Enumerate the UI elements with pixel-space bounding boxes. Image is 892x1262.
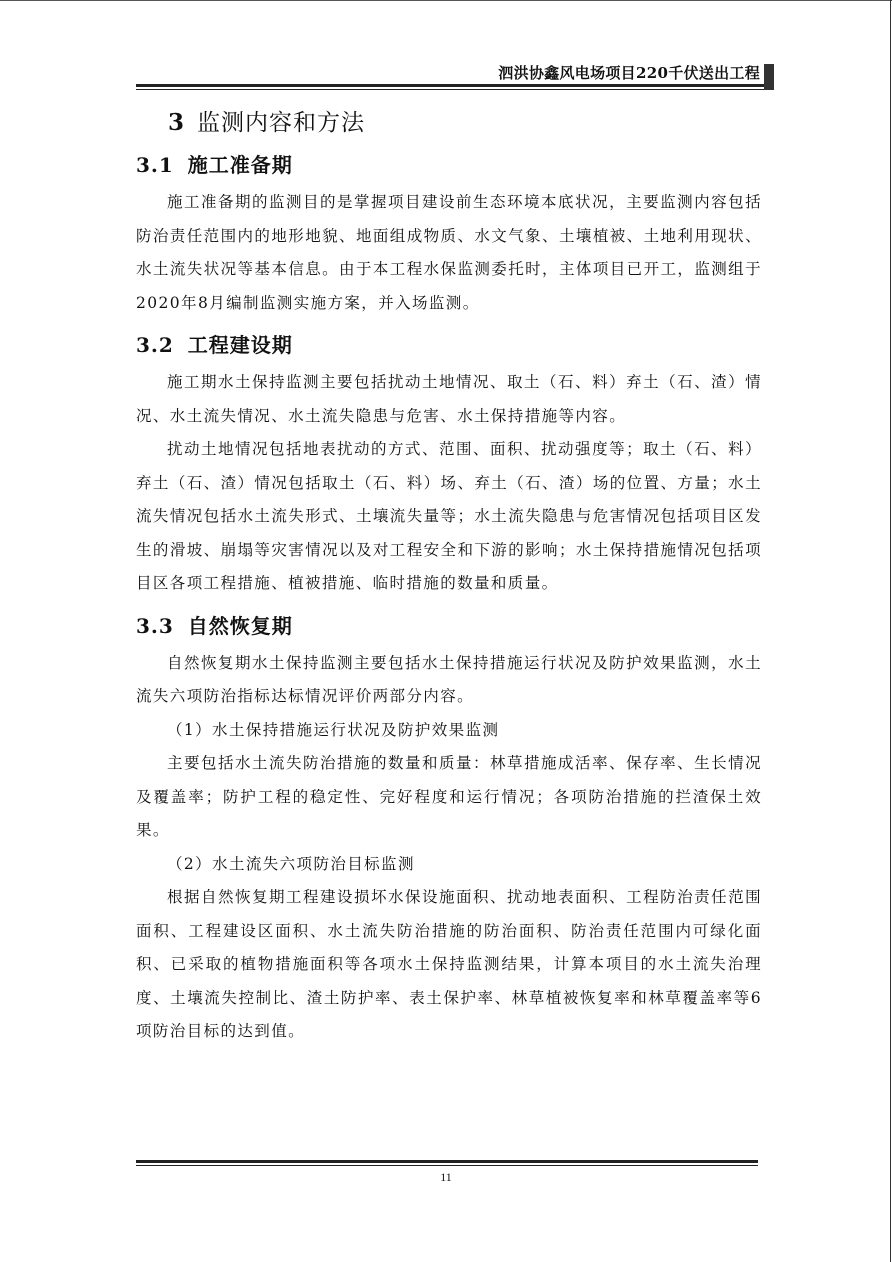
document-body [136, 102, 762, 1049]
page-border-top [0, 0, 892, 1]
chapter-number: 3 [168, 109, 186, 136]
paragraph: 施工期水土保持监测主要包括扰动土地情况、取土（石、料）弃土（石、渣）情况、水土流失情况、水土流失隐患与危害、水土保持措施等内容。 [136, 373, 762, 425]
subheading-item-2: （2）水土流失六项防治目标监测 [167, 854, 415, 873]
section-title: 自然恢复期 [187, 613, 293, 638]
running-header-title: 泗洪协鑫风电场项目220千伏送出工程 [498, 64, 760, 82]
section-number: 3.3 [136, 613, 174, 638]
footer-rule [136, 1160, 758, 1163]
paragraph: 施工准备期的监测目的是掌握项目建设前生态环境本底状况，主要监测内容包括防治责任范围内的地形地貌、地面组成物质、水文气象、土壤植被、土地利用现状、水土流失状况等基本信息。由于本工程水保监测委托时，主体项目已开工，监测组于2020年8月编制监测实施方案，并入场监测。 [136, 193, 762, 312]
section-title: 施工准备期 [187, 153, 293, 177]
paragraph: 自然恢复期水土保持监测主要包括水土保持措施运行状况及防护效果监测，水土流失六项防治指标达标情况评价两部分内容。 [136, 653, 762, 705]
paragraph: 主要包括水土流失防治措施的数量和质量：林草措施成活率、保存率、生长情况及覆盖率；防护工程的稳定性、完好程度和运行情况；各项防治措施的拦渣保土效果。 [136, 754, 762, 839]
header-rule-thin [136, 89, 764, 90]
chapter-heading [168, 102, 762, 144]
footer-rule-thin [136, 1165, 758, 1166]
section-heading-3-2 [136, 324, 762, 366]
section-title: 工程建设期 [187, 333, 293, 357]
chapter-title: 监测内容和方法 [197, 110, 366, 136]
section-heading-3-1 [136, 144, 762, 186]
section-number: 3.1 [136, 153, 174, 177]
paragraph: 根据自然恢复期工程建设损坏水保设施面积、扰动地表面积、工程防治责任范围面积、工程建设区面积、水土流失防治措施的防治面积、防治责任范围内可绿化面积、已采取的植物措施面积等各项水土保持监测结果，计算本项目的水土流失治理度、土壤流失控制比、渣土防护率、表土保护率、林草植被恢复率和林草覆盖率等6项防治目标的达到值。 [136, 888, 762, 1040]
subheading-item-1: （1）水土保持措施运行状况及防护效果监测 [167, 720, 500, 739]
section-number: 3.2 [136, 333, 174, 357]
header-rule [136, 84, 764, 87]
page-border-right [890, 0, 891, 1262]
page-number: 11 [440, 1170, 452, 1184]
paragraph: 扰动土地情况包括地表扰动的方式、范围、面积、扰动强度等；取土（石、料）弃土（石、渣）情况包括取土（石、料）场、弃土（石、渣）场的位置、方量；水土流失情况包括水土流失形式、土壤流失量等；水土流失隐患与危害情况包括项目区发生的滑坡、崩塌等灾害情况以及对工程安全和下游的影响；水土保持措施情况包括项目区各项工程措施、植被措施、临时措施的数量和质量。 [136, 440, 762, 592]
section-heading-3-3 [136, 605, 762, 647]
header-tab-marker [764, 64, 774, 90]
